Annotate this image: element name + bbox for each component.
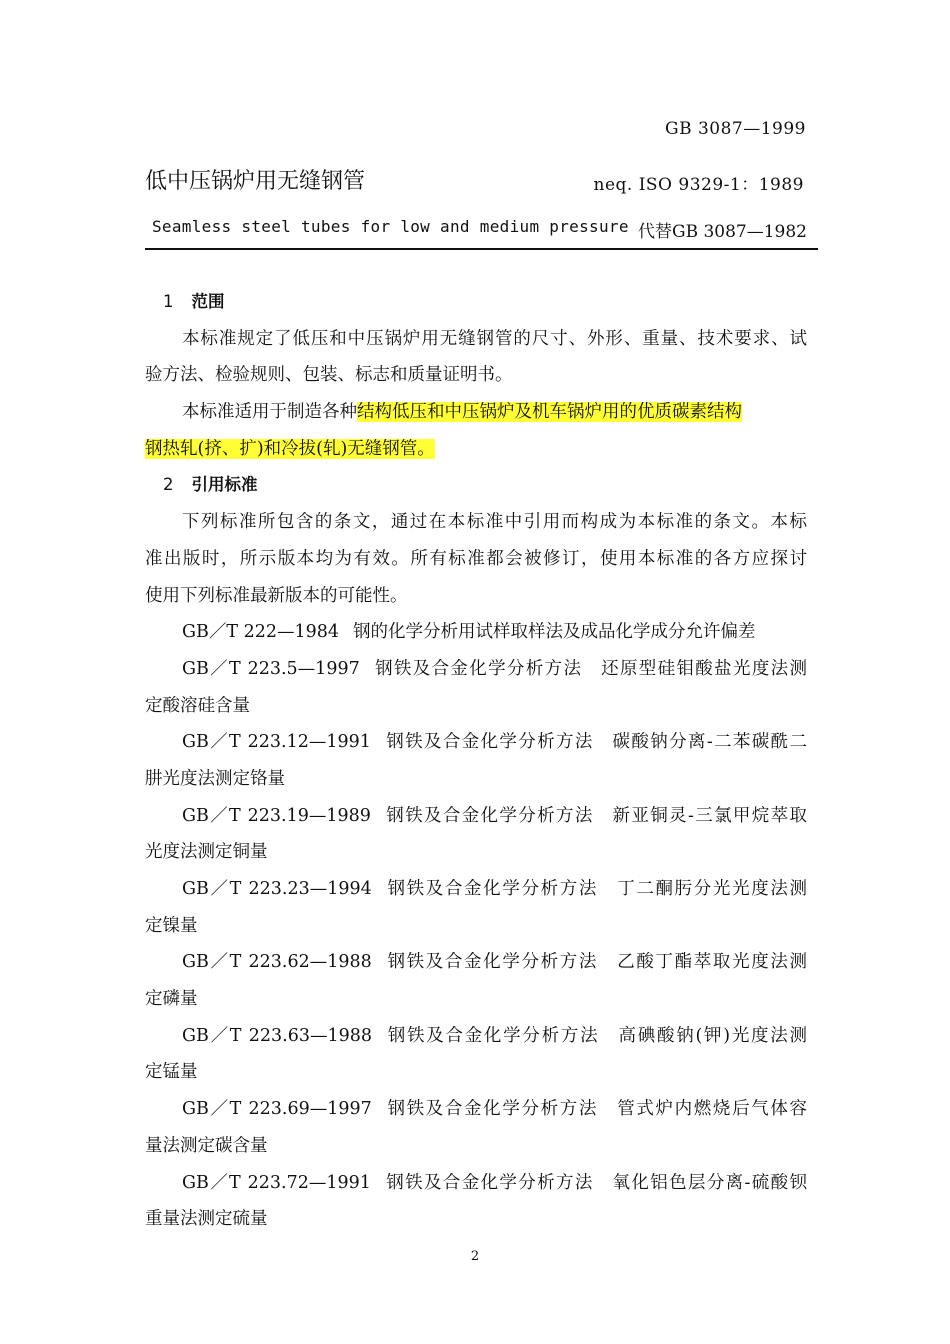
reference-code: GB／T 222—1984 <box>182 622 340 643</box>
scope-applicability-line-2 <box>145 431 807 468</box>
reference-code: GB／T 223.19—1989 <box>182 805 371 826</box>
section-2-heading <box>145 467 807 504</box>
standard-number: GB 3087—1999 <box>664 119 806 139</box>
reference-title: 钢铁及合金化学分析方法 乙酸丁酯萃取光度法测 <box>385 952 808 973</box>
reference-continuation: 光度法测定铜量 <box>145 842 268 863</box>
reference-title: 钢铁及合金化学分析方法 碳酸钠分离-二苯碳酰二 <box>384 732 808 753</box>
section-1-heading <box>145 284 807 321</box>
document-body <box>145 284 807 1238</box>
reference-continuation: 定锰量 <box>145 1062 198 1083</box>
reference-item <box>145 944 807 981</box>
reference-code: GB／T 223.12—1991 <box>182 732 371 753</box>
reference-title: 钢铁及合金化学分析方法 新亚铜灵-三氯甲烷萃取 <box>384 805 808 826</box>
reference-continuation: 定磷量 <box>145 989 198 1010</box>
reference-item <box>145 614 807 651</box>
section-1-title: 范围 <box>191 292 225 311</box>
english-title: Seamless steel tubes for low and medium pressure <box>152 217 629 236</box>
reference-title: 钢铁及合金化学分析方法 丁二酮肟分光光度法测 <box>385 879 808 899</box>
reference-continuation: 量法测定碳含量 <box>145 1135 268 1156</box>
reference-code: GB／T 223.23—1994 <box>182 879 372 899</box>
reference-item <box>145 724 807 761</box>
equivalent-standard: neq. ISO 9329-1：1989 <box>593 175 804 195</box>
reference-code: GB／T 223.62—1988 <box>182 952 372 973</box>
scope-paragraph-line-1: 本标准规定了低压和中压锅炉用无缝钢管的尺寸、外形、重量、技术要求、试 <box>182 328 807 349</box>
reference-item <box>145 651 807 688</box>
header-rule <box>145 248 818 250</box>
reference-item <box>145 871 807 908</box>
reference-continuation: 定酸溶硅含量 <box>145 695 250 716</box>
reference-title: 钢铁及合金化学分析方法 氧化铝色层分离-硫酸钡 <box>384 1172 808 1193</box>
references-intro-line-3: 使用下列标准最新版本的可能性。 <box>145 585 408 606</box>
reference-title: 钢铁及合金化学分析方法 管式炉内燃烧后气体容 <box>385 1099 808 1120</box>
section-2-title: 引用标准 <box>191 475 258 495</box>
reference-code: GB／T 223.63—1988 <box>182 1025 373 1046</box>
reference-item <box>145 1018 807 1055</box>
section-2-number: 2 <box>163 475 174 495</box>
references-intro-line-2: 准出版时，所示版本均为有效。所有标准都会被修订，使用本标准的各方应探讨 <box>145 548 807 569</box>
reference-code: GB／T 223.69—1997 <box>182 1099 372 1120</box>
reference-continuation: 定镍量 <box>145 915 198 936</box>
reference-title: 钢铁及合金化学分析方法 还原型硅钼酸盐光度法测 <box>373 658 808 679</box>
reference-title: 钢铁及合金化学分析方法 高碘酸钠(钾)光度法测 <box>386 1025 808 1046</box>
reference-continuation: 重量法测定硫量 <box>145 1209 268 1230</box>
reference-item <box>145 798 807 835</box>
scope-applicability-line-1 <box>145 394 807 431</box>
highlighted-text-2: 钢热轧(挤、扩)和冷拔(轧)无缝钢管。 <box>145 438 435 459</box>
section-1-number: 1 <box>163 292 174 311</box>
replaces-standard: 代替GB 3087—1982 <box>637 222 807 242</box>
reference-code: GB／T 223.72—1991 <box>182 1172 371 1193</box>
scope-paragraph-line-2: 验方法、检验规则、包装、标志和质量证明书。 <box>145 365 513 386</box>
reference-item <box>145 1091 807 1128</box>
references-intro-line-1: 下列标准所包含的条文，通过在本标准中引用而构成为本标准的条文。本标 <box>182 512 807 533</box>
highlighted-text-1: 结构低压和中压锅炉及机车锅炉用的优质碳素结构 <box>357 402 742 423</box>
reference-code: GB／T 223.5—1997 <box>182 658 360 679</box>
document-title: 低中压锅炉用无缝钢管 <box>145 169 366 194</box>
reference-title: 钢的化学分析用试样取样法及成品化学成分允许偏差 <box>353 622 756 643</box>
scope-applicability-prefix: 本标准适用于制造各种 <box>182 402 357 423</box>
page-number: 2 <box>470 1249 480 1264</box>
reference-continuation: 肼光度法测定铬量 <box>145 768 285 789</box>
reference-item <box>145 1165 807 1202</box>
